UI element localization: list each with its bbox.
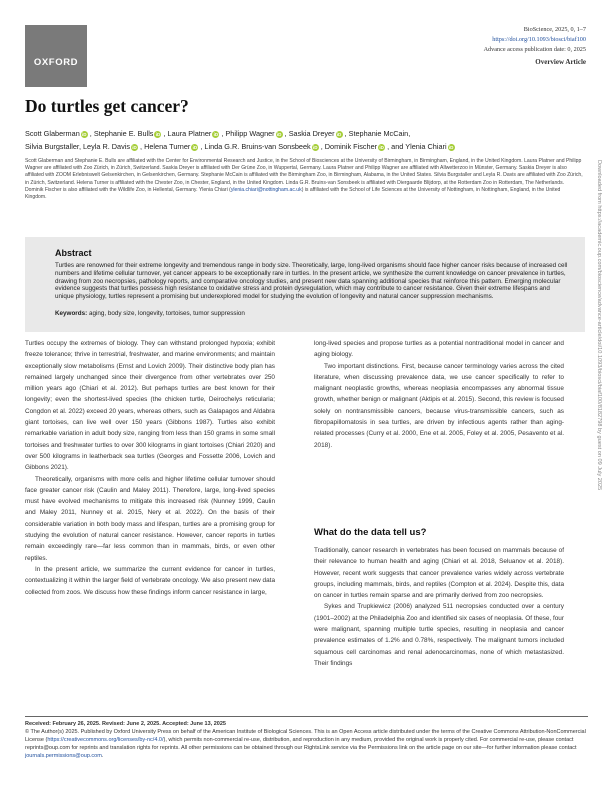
body-right-column-top <box>314 338 564 451</box>
orcid-icon[interactable]: iD <box>132 144 137 150</box>
author-name: Laura Platner <box>167 129 212 138</box>
doi-link[interactable]: https://doi.org/10.1093/biosci/biaf100 <box>492 36 586 43</box>
orcid-icon[interactable]: iD <box>155 131 161 137</box>
paragraph: In the present article, we summarize the current evidence for cancer in turtles, contextualizing it within the larger field of vertebrate oncology. We also present new data collected from zoos. We discuss how these findings inform cancer resistance in large, <box>25 565 275 596</box>
article-title: Do turtles get cancer? <box>25 96 189 116</box>
orcid-icon[interactable]: iD <box>448 144 454 150</box>
paragraph: Traditionally, cancer research in vertebrates has been focused on mammals because of their relevance to human health and aging (Chiari et al. 2018, Seluanov et al. 2018). However, recent work suggests that cancer prevalence varies widely across vertebrate groups, including mammals, birds, and reptiles (Compton et al. 2024). Despite this, data on cancer in turtles remain sparse and are primarily derived from zoo necropsies. <box>314 547 564 600</box>
author-name: Stephanie E. Bulls <box>93 129 154 138</box>
orcid-icon[interactable]: iD <box>336 131 342 137</box>
orcid-icon[interactable]: iD <box>82 131 87 137</box>
permissions-email[interactable]: journals.permissions@oup.com <box>25 753 102 759</box>
author-name: Stephanie McCain, <box>348 129 411 138</box>
author-line-2: Silvia Burgstaller, Leyla R. Davis iD , Helena Turner iD , Linda G.R. Bruins-van Sonsbeek iD , Dominik Fischer iD , and Ylenia Chiari iD <box>25 142 454 151</box>
abstract-text: Turtles are renowned for their extreme longevity and tremendous range in body size. Theoretically, large, long-lived organisms should face higher cancer risks because of increased cell numbers and lifetime cellular turnover, yet cancer appears to be exceptionally rare in turtles. In the present article, we synthesize the current knowledge on cancer prevalence in turtles, drawing from zoo necropsies, pathology reports, and comparative oncology studies, and present new data spanning additional species that reinforce this pattern. Emerging molecular evidence suggests that turtles possess high resistance to oxidative stress and protein dysregulation, which may contribute to cancer resistance. Given their extreme lifespans and unique physiology, turtles represent a promising but underexplored model for studying the evolution of longevity and natural cancer suppression mechanisms. <box>55 262 568 301</box>
author-name: Dominik Fischer <box>324 142 378 151</box>
footer <box>25 720 588 760</box>
orcid-icon[interactable]: iD <box>312 144 318 150</box>
article-dates: Received: February 26, 2025. Revised: June 2, 2025. Accepted: June 13, 2025 <box>25 721 226 727</box>
orcid-icon[interactable]: iD <box>379 144 384 150</box>
orcid-icon[interactable]: iD <box>213 131 219 137</box>
publisher-logo: OXFORD <box>25 25 87 87</box>
abstract-heading: Abstract <box>55 248 92 258</box>
advance-access: Advance access publication date: 0, 2025 <box>483 46 586 53</box>
corresponding-email[interactable]: ylenia.chiari@nottingham.ac.uk <box>230 186 302 193</box>
paragraph: long-lived species and propose turtles as a potential nontraditional model in cancer and aging biology. <box>314 340 564 359</box>
author-name: Linda G.R. Bruins-van Sonsbeek <box>204 142 311 151</box>
paragraph: Two important distinctions. First, because cancer terminology varies across the cited literature, when discussing prevalence data, we use cancer specifically to refer to malignant neoplastic growths, whereas neoplasia encompasses any abnormal tissue growth, whether benign or malignant (Aktipis et al. 2015). Second, this review is focused solely on nontransmissible cancers, because virus-transmissible cancers, such as fibropapillomatosis in sea turtles, are driven by infectious agents rather than aging-related processes (Curry et al. 2000, Ene et al. 2005, Foley et al. 2005, Pesavento et al. 2018). <box>314 362 564 449</box>
journal-line: BioScience, 2025, 0, 1–7 <box>523 26 586 33</box>
author-name: Philipp Wagner <box>225 129 275 138</box>
journal-meta <box>484 25 586 67</box>
keywords: Keywords: aging, body size, longevity, tortoises, tumor suppression <box>55 310 245 317</box>
paragraph: Sykes and Trupkiewicz (2006) analyzed 511 necropsies conducted over a century (1901–2002) at the Philadelphia Zoo and identified six cases of neoplasia. Of these, four were malignant, spanning multiple turtle species, resulting in neoplasia and cancer prevalence estimates of 1.2% and 0.78%, respectively. The malignant tumors included squamous cell carcinomas and renal adenocarcinomas, none of which metastasized. Their findings <box>314 603 564 667</box>
footer-divider <box>25 716 588 717</box>
author-list <box>25 127 585 153</box>
paragraph: Turtles occupy the extremes of biology. They can withstand prolonged hypoxia; exhibit freeze tolerance; thrive in terrestrial, freshwater, and marine environments; and maintain exceptionally slow metabolisms (Ernst and Lovich 2009). Their distinctive body plan has remained largely unchanged since their divergence from other vertebrates over 250 million years ago (Chiari et al. 2012). But perhaps turtles are best known for their longevity; even the shortest-lived species (the chicken turtle, Deirochelys reticularia; Congdon et al. 2022) exceed 20 years, whereas others, such as Galapagos and Aldabra giant tortoises, can live well over 150 years (Gibbons 1987). Turtles also exhibit remarkable variation in adult body size, ranging from less than 150 grams in some small tortoises and freshwater turtles to over 300 kilograms in giant tortoises (Chiari 2020) and over 500 kilograms in leatherback sea turtles (Georges and Fossette 2006, Lovich and Gibbons 2021). <box>25 340 275 472</box>
affiliations: Scott Glaberman and Stephanie E. Bulls are affiliated with the Center for Environmental Research and Justice, in the School of Biosciences at the University of Birmingham, in Birmingham, England, in the United Kingdom. Laura Platner and Philipp Wagner are affiliated with Zoo Zürich, in Zürich, Switzerland. Saskia Dreyer is affiliated with Der Grüne Zoo, in Wuppertal, Germany. Laura Platner and Philipp Wagner are affiliated with Allwetterzoo in Münster, Germany. Saskia Dreyer is also affiliated with ZOOM Erlebniswelt Gelsenkirchen, in Gelsenkirchen, Germany. Stephanie McCain is affiliated with the Birmingham Zoo, in Birmingham, Alabama, in the United States. Silvia Burgstaller and Leyla R. Davis are affiliated with Zoo Zürich, in Zürich, Switzerland. Helena Turner is affiliated with the Chester Zoo, in Chester, England, in the United Kingdom. Linda G.R. Bruins-van Sonsbeek is affiliated with Diergaarde Blijdorp, at the Rotterdam Zoo in Rotterdam, The Netherlands. Dominik Fischer is also affiliated with the Wildlife Zoo, in Hellental, Germany. Ylenia Chiari (ylenia.chiari@nottingham.ac.uk) is affiliated with the School of Life Sciences at the University of Nottingham, in Nottingham, England, in the United Kingdom. <box>25 158 583 201</box>
license-text: © The Author(s) 2025. Published by Oxford University Press on behalf of the American Institute of Biological Sciences. This is an Open Access article distributed under the terms of the Creative Commons Attribution-NonCommercial License (https://creativecommons.org/licenses/by-nc/4.0/), which permits non-commercial re-use, distribution, and reproduction in any medium, provided the original work is properly cited. For commercial re-use, please contact reprints@oup.com for reprints and translation rights for reprints. All other permissions can be obtained through our RightsLink service via the Permissions link on the article page on our site—for further information please contact journals.permissions@oup.com. <box>25 729 586 759</box>
author-name: Helena Turner <box>144 142 191 151</box>
body-left-column <box>25 338 275 598</box>
author-name: Silvia Burgstaller, Leyla R. Davis <box>25 142 131 151</box>
body-right-column-bottom <box>314 545 564 669</box>
license-link[interactable]: https://creativecommons.org/licenses/by-nc/4.0/ <box>47 737 164 743</box>
article-type: Overview Article <box>535 58 586 66</box>
paragraph: Theoretically, organisms with more cells and higher lifetime cellular turnover should face greater cancer risk (Caulin and Maley 2011). Therefore, large, long-lived species must have evolved mechanisms to mitigate this increased risk (Nunney 1999, Caulin and Maley 2011, Nunney et al. 2015, Nery et al. 2022). On the basis of their considerable variation in both body mass and lifespan, turtles are a promising group for studying the evolution of natural cancer resistance. However, cancer reports in turtles remain exceedingly rare—far less common than in mammals, birds, or even other reptiles. <box>25 475 275 562</box>
orcid-icon[interactable]: iD <box>192 144 198 150</box>
author-line-1: Scott Glaberman iD , Stephanie E. Bulls iD , Laura Platner iD , Philipp Wagner iD , Saskia Dreyer iD , Stephanie McCain, <box>25 129 411 138</box>
download-stamp: Downloaded from https://academic.oup.com/bioscience/advance-article/doi/10.1093/biosci/biaf100/8182798 by guest on 09 July 2025 <box>596 160 602 491</box>
author-name: and Ylenia Chiari <box>391 142 447 151</box>
orcid-icon[interactable]: iD <box>276 131 282 137</box>
section-heading: What do the data tell us? <box>314 527 427 538</box>
author-name: Saskia Dreyer <box>288 129 335 138</box>
author-name: Scott Glaberman <box>25 129 80 138</box>
